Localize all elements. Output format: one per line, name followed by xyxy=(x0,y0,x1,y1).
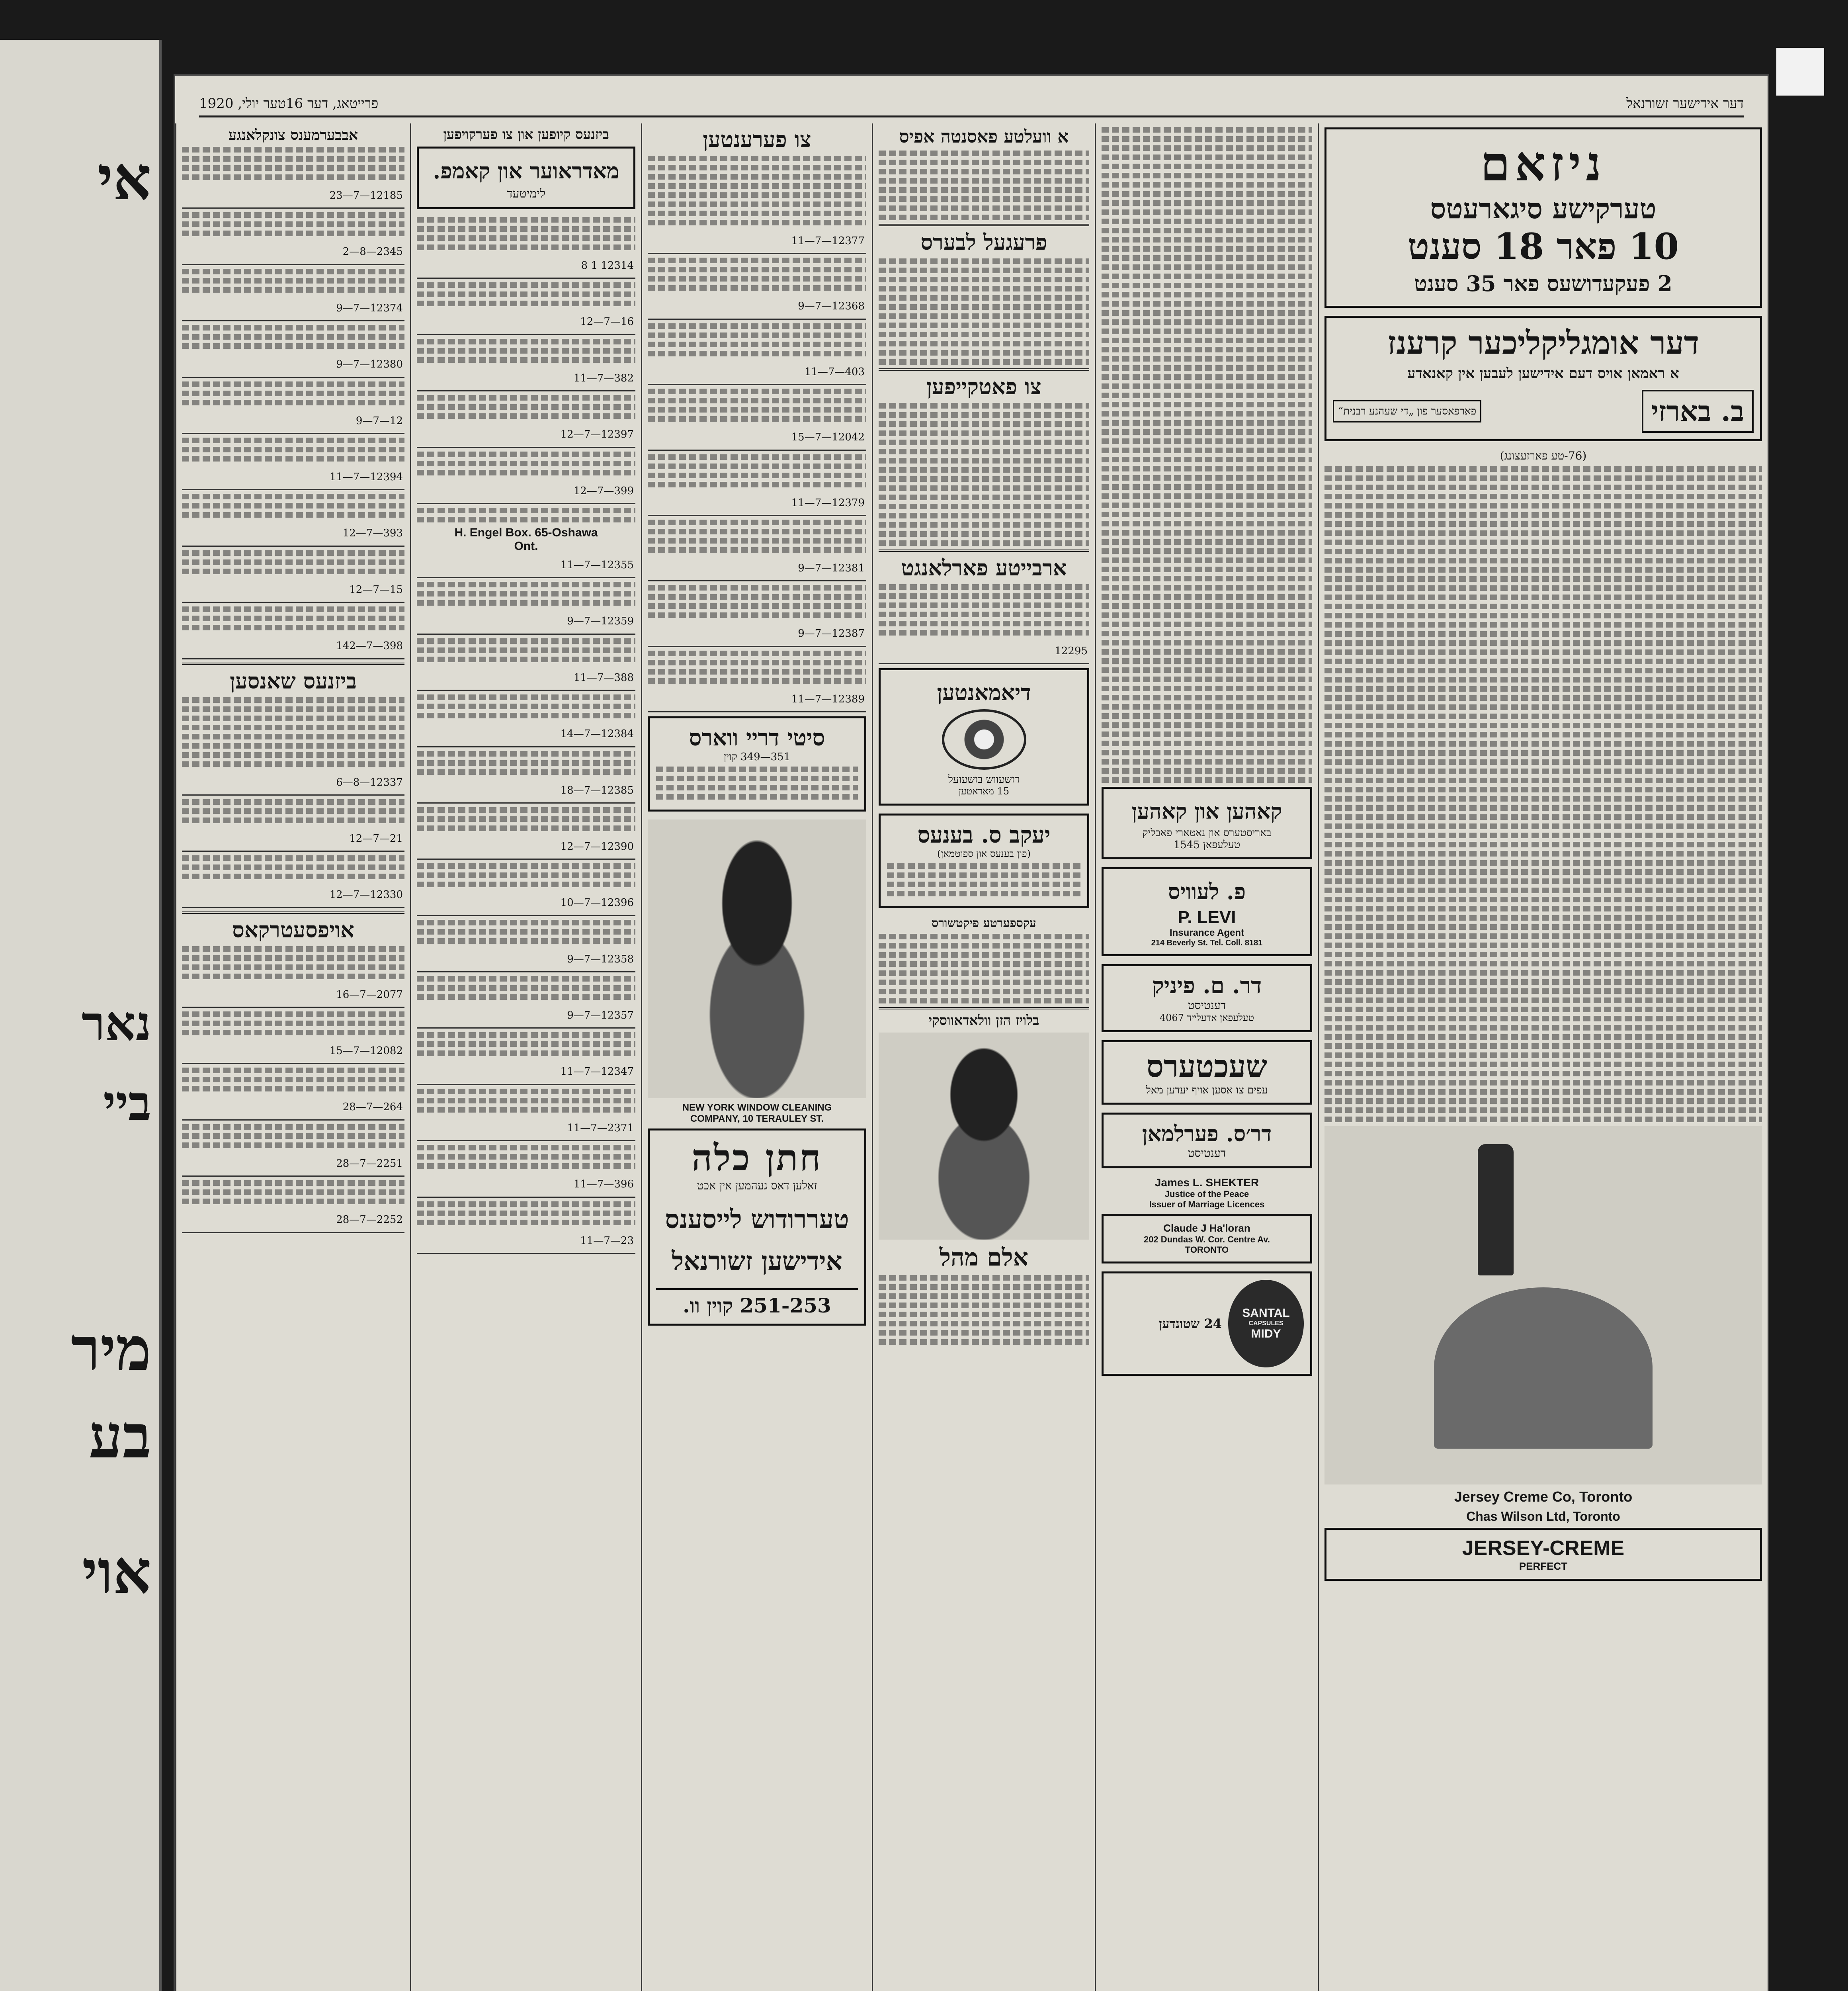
ad-code: 12358—7—9 xyxy=(417,947,635,972)
ad-code: 264—7—28 xyxy=(182,1095,404,1120)
ad-code: 12389—7—11 xyxy=(648,687,866,712)
kahn-ad xyxy=(1102,787,1312,859)
ad-code: 12042—7—15 xyxy=(648,425,866,450)
phoenix-subtitle: דענטיסט xyxy=(1188,999,1226,1012)
ad-code: 12082—7—15 xyxy=(182,1039,404,1064)
jersey-creme-brand: JERSEY-CREME xyxy=(1462,1537,1625,1560)
shektors-title: שעכטערס xyxy=(1146,1048,1268,1084)
ad-code: 12357—7—9 xyxy=(417,1003,635,1029)
chapter-number: (76-טע פארזעצונג) xyxy=(1500,449,1587,462)
ad-code: 2077—7—16 xyxy=(182,983,404,1008)
levi-ad xyxy=(1102,867,1312,956)
col6-section-2: ביזנעס שאנסען xyxy=(230,668,357,694)
perlman-subtitle: דענטיסט xyxy=(1188,1146,1226,1160)
engel-name: H. Engel Box. 65-Oshawa xyxy=(454,526,598,539)
column-2 xyxy=(1095,123,1318,1991)
ad-code: 388—7—11 xyxy=(417,666,635,691)
ad-code: 398—7—142 xyxy=(182,634,404,659)
novel-text xyxy=(1324,466,1762,1122)
ad-code: 12295 xyxy=(879,639,1089,664)
halloran-name: Claude J Ha'loran xyxy=(1163,1222,1250,1234)
levi-subtitle: Insurance Agent xyxy=(1169,927,1244,938)
ad-code: 12377—7—11 xyxy=(648,229,866,254)
ad-code: 12380—7—9 xyxy=(182,352,404,377)
city-subtitle: 351—349 קוין xyxy=(723,751,791,763)
santal-ad xyxy=(1102,1271,1312,1376)
shektors-subtitle: עפים צו אסען אויף יעדען מאל xyxy=(1146,1084,1268,1096)
nyzem-line2: 10 פאר 18 סענט xyxy=(1407,225,1679,268)
running-head xyxy=(199,92,1744,117)
novel-author: ב. בארזי xyxy=(1642,390,1754,433)
nyzem-line3: 2 פעקעדושעס פאר 35 סענט xyxy=(1414,271,1672,296)
ad-code: 399—7—12 xyxy=(417,479,635,504)
diamond-ring-icon xyxy=(942,709,1026,770)
ad-code: 12314 1 8 xyxy=(417,254,635,279)
col3-headline: א וועלטע פאסנטה אפיס xyxy=(899,127,1069,147)
strip-fragment: ביי xyxy=(103,1075,151,1131)
col4-headline: צו פערענטען xyxy=(703,127,811,152)
strip-fragment: אוי xyxy=(82,1537,151,1607)
strip-fragment: אי xyxy=(97,143,151,213)
ad-code: 12368—7—9 xyxy=(648,294,866,319)
shekter-title2: Issuer of Marriage Licences xyxy=(1149,1199,1265,1209)
ad-code: 12337—8—6 xyxy=(182,771,404,796)
shekter-name: James L. SHEKTER xyxy=(1155,1176,1259,1189)
halloran-address: 202 Dundas W. Cor. Centre Av. xyxy=(1143,1234,1270,1244)
ad-code: 12359—7—9 xyxy=(417,609,635,634)
issue-date: פרייטאג, דער 16טער יולי, 1920 xyxy=(199,96,379,111)
hermann-title: יעקב ס. בענעס xyxy=(917,822,1051,849)
hermann-ad xyxy=(879,814,1089,908)
soda-illustration xyxy=(1324,1126,1762,1484)
diamond-ad xyxy=(879,668,1089,806)
shekter-title1: Justice of the Peace xyxy=(1164,1189,1249,1199)
col3-section-1: פרעגעל לבערס xyxy=(920,229,1047,255)
ad-code: 12396—7—10 xyxy=(417,891,635,916)
kahn-phone: טעלעפאן 1545 xyxy=(1173,839,1240,851)
wed-title: חתן כלה xyxy=(692,1137,822,1179)
col6-section-3: אויפסעטרקאס xyxy=(232,917,354,943)
santal-hours: 24 שטונדען xyxy=(1159,1316,1222,1331)
diamond-phone: 15 מאראטען xyxy=(958,786,1010,797)
madraver-ad xyxy=(417,147,635,209)
ad-code: 16—7—12 xyxy=(417,310,635,335)
column-3 xyxy=(872,123,1095,1991)
diamond-shop: דזשעווש בזשעועל xyxy=(948,774,1020,786)
expert-headline: עקספערטע פיקטשורס xyxy=(932,916,1036,931)
ad-code: 12355—7—11 xyxy=(417,553,635,578)
ad-code: 12379—7—11 xyxy=(648,491,866,516)
halloran-ad xyxy=(1102,1214,1312,1263)
window-cleaning-line1: NEW YORK WINDOW CLEANING xyxy=(682,1102,832,1113)
levi-latin: P. LEVI xyxy=(1178,907,1236,927)
ad-code: 15—7—12 xyxy=(182,578,404,603)
city-dry-works-ad xyxy=(648,716,866,812)
jersey-creme-logo xyxy=(1324,1528,1762,1581)
ad-code: 12185—7—23 xyxy=(182,184,404,209)
ad-code: 12374—7—9 xyxy=(182,296,404,321)
kahn-title: קאהען און קאהען xyxy=(1131,798,1282,824)
column-1 xyxy=(1318,123,1768,1991)
ad-code: 12330—7—12 xyxy=(182,883,404,908)
santal-line3: MIDY xyxy=(1251,1327,1281,1340)
phoenix-ad xyxy=(1102,964,1312,1032)
newspaper-page xyxy=(175,76,1768,1991)
ad-code: 2345—8—2 xyxy=(182,240,404,265)
ad-code: 12347—7—11 xyxy=(417,1060,635,1085)
wed-journal: אידישען זשורנאל xyxy=(672,1246,842,1277)
phoenix-title: דר. ם. פיניק xyxy=(1152,972,1262,999)
novel-note: פארפאסער פון „די שעהנע רבנית“ xyxy=(1333,400,1481,422)
ad-code: 23—7—11 xyxy=(417,1229,635,1254)
novel-subtitle: א ראמאן אויס דעם אידישען לעבען אין קאנאדע xyxy=(1407,365,1679,382)
column-6 xyxy=(175,123,410,1991)
city-title: סיטי דריי ווארס xyxy=(689,725,825,751)
masthead-short: דער אידישער זשורנאל xyxy=(1626,96,1744,111)
shektors-ad xyxy=(1102,1040,1312,1105)
levi-address: 214 Beverly St. Tel. Coll. 8181 xyxy=(1151,939,1263,947)
santal-capsule-logo xyxy=(1228,1280,1304,1367)
hermann-subtitle: (פון בענעס און ספוטמאן) xyxy=(937,848,1031,860)
ad-code: 12394—7—11 xyxy=(182,465,404,490)
col6-headline: אבבערמענס צונקלאנגע xyxy=(228,127,358,143)
ad-code: 393—7—12 xyxy=(182,521,404,546)
novel-title: דער אומגליקליכער קרענז xyxy=(1387,324,1700,362)
nyzem-line1: טערקישע סיגארעטס xyxy=(1430,192,1657,225)
jersey-creme-line2: Chas Wilson Ltd, Toronto xyxy=(1466,1509,1620,1524)
shekter-ad xyxy=(1102,1176,1312,1210)
phoenix-phone: טעלעפאן אדעלייד 4067 xyxy=(1159,1012,1254,1023)
wedding-license-ad xyxy=(648,1128,866,1326)
jersey-creme-line1: Jersey Creme Co, Toronto xyxy=(1454,1488,1633,1505)
halloran-city: TORONTO xyxy=(1185,1245,1229,1255)
col3-section-3: ארבייטע פארלאנגט xyxy=(901,555,1067,581)
column-5 xyxy=(410,123,641,1991)
ad-code: 2251—7—28 xyxy=(182,1152,404,1177)
wed-mid: טעררודוש לייסענס xyxy=(665,1205,849,1235)
madraver-subtitle: לימיטעד xyxy=(506,187,546,201)
levi-title: פ. לעוויס xyxy=(1168,879,1246,904)
wed-subtitle: זאלען דאס געהמען אין אכט xyxy=(697,1179,817,1193)
alm-mohel: אלם מהל xyxy=(939,1244,1029,1272)
ad-code: 2252—7—28 xyxy=(182,1208,404,1233)
ad-code: 396—7—11 xyxy=(417,1172,635,1197)
perlman-ad xyxy=(1102,1113,1312,1168)
strip-fragment: מיר xyxy=(71,1314,151,1384)
santal-line1: SANTAL xyxy=(1242,1306,1290,1320)
ad-code: 12387—7—9 xyxy=(648,622,866,647)
ad-code: 2371—7—11 xyxy=(417,1116,635,1141)
diamond-title: דיאמאנטען xyxy=(937,680,1031,706)
kahn-subtitle: באריסטערס און נאטארי פאבליק xyxy=(1142,827,1272,839)
adjacent-page-strip xyxy=(0,40,162,1991)
wed-address: 251-253 קוין וו. xyxy=(656,1288,858,1317)
vlodavsky-headline: בלויז הזן וולאדאווסקי xyxy=(928,1013,1039,1029)
ad-code: 12390—7—12 xyxy=(417,835,635,860)
scanner-corner-mark xyxy=(1776,48,1824,96)
nyzem-ad xyxy=(1324,127,1762,308)
ad-code: 21—7—12 xyxy=(182,827,404,852)
strip-fragment: בע xyxy=(88,1402,151,1472)
novel-banner xyxy=(1324,316,1762,441)
jersey-creme-perfect: PERFECT xyxy=(1519,1560,1568,1572)
perlman-title: דר׳ס. פערלמאן xyxy=(1142,1121,1272,1146)
ad-code: 382—7—11 xyxy=(417,366,635,391)
madraver-title: מאדראוער און קאמפ. xyxy=(433,158,619,184)
novel-credit-row xyxy=(1333,390,1754,433)
col3-section-2: צו פאטקייפען xyxy=(926,374,1041,399)
top-hat-man-portrait xyxy=(879,1033,1089,1240)
nyzem-title: ניזאם xyxy=(1480,136,1606,192)
ad-code: 12—7—9 xyxy=(182,409,404,434)
ad-code: 12384—7—14 xyxy=(417,722,635,747)
column-4 xyxy=(641,123,872,1991)
santal-line2: CAPSULES xyxy=(1248,1320,1283,1327)
col5-headline: ביזנעס קיופען און צו פערקויפען xyxy=(443,127,609,143)
ad-code: 12385—7—18 xyxy=(417,778,635,804)
strip-fragment: נאר xyxy=(81,996,151,1052)
window-cleaning-line2: COMPANY, 10 TERAULEY ST. xyxy=(690,1113,824,1125)
ad-code: 403—7—11 xyxy=(648,360,866,385)
ad-code: 12397—7—12 xyxy=(417,422,635,448)
ad-code: 12381—7—9 xyxy=(648,556,866,581)
engel-city: Ont. xyxy=(514,539,538,553)
window-cleaner-illustration xyxy=(648,819,866,1098)
